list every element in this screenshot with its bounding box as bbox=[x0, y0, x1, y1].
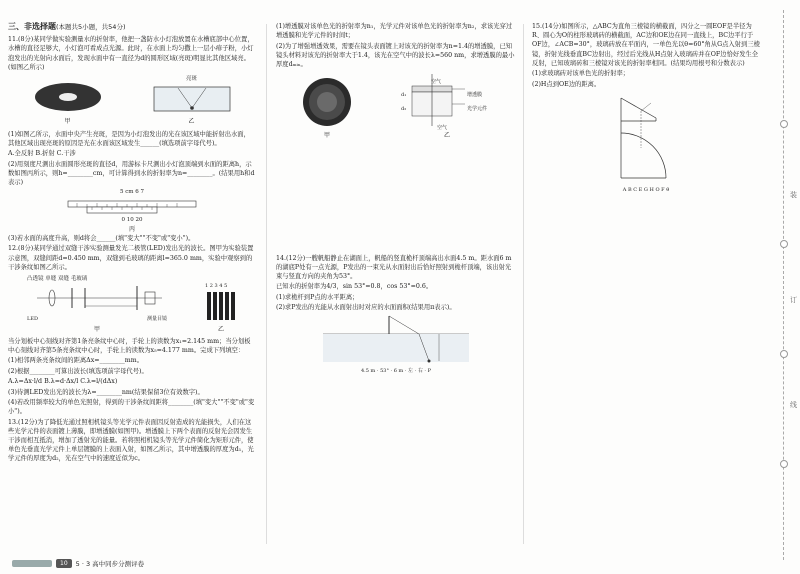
pt-C: C bbox=[633, 187, 638, 193]
section-subtitle: (本题共5小题，共54分) bbox=[56, 23, 126, 31]
q15-part2: (2)H点到OE边的距离。 bbox=[532, 80, 601, 88]
column-middle bbox=[276, 22, 516, 376]
caption-q13-a: 甲 bbox=[323, 132, 330, 140]
pt-B: B bbox=[627, 187, 632, 193]
q11-figure-a bbox=[33, 80, 103, 126]
caption-q11-b: 乙 bbox=[188, 118, 195, 126]
q15-part1: (1)求玻璃砖对该单色光的折射率； bbox=[532, 70, 630, 78]
binding-char-1: 装 bbox=[790, 191, 797, 199]
depth-label: 6 m bbox=[393, 367, 404, 374]
page-footer bbox=[12, 559, 144, 568]
q12-figure-a bbox=[27, 275, 167, 334]
page-number: 10 bbox=[56, 559, 72, 568]
fringe-numbers: 1 2 3 4 5 bbox=[205, 283, 228, 290]
footer-bar bbox=[12, 560, 52, 567]
q11-figure-b bbox=[152, 75, 232, 127]
q15-point-labels bbox=[532, 186, 760, 195]
left-label: 左 bbox=[408, 367, 414, 374]
footer-title: 5 · 3 高中同步分测评卷 bbox=[75, 560, 145, 568]
pt-A: A bbox=[622, 187, 627, 193]
film-label: 增透膜 bbox=[467, 92, 483, 99]
bright-spot-label: 亮斑 bbox=[185, 76, 197, 83]
q14-part1: (1)求桅杆到P点的水平距离； bbox=[276, 293, 359, 301]
q13-figure-b bbox=[397, 72, 497, 140]
sailboat-lake-diagram bbox=[321, 314, 471, 364]
water-tank-diagram bbox=[152, 84, 232, 114]
q12-reading: 当分划板中心刻线对齐第1条亮条纹中心时，手轮上的读数为x₁=2.145 mm；当分划板中心刻线对齐第5条亮条纹中心时，手轮上的读数为x₅=4.177 mm。完成下列填空： bbox=[8, 337, 251, 355]
element-label: 光学元件 bbox=[467, 106, 488, 113]
q14-figure bbox=[276, 314, 516, 376]
q13-part1: (1)增透膜对该单色光的折射率为n₁，光学元件对该单色光的折射率为n₂，求该光穿过增透膜和光学元件的时间t； bbox=[276, 23, 513, 40]
dark-disc-photo bbox=[33, 80, 103, 114]
q12-part4: (4)若改用频率较大的单色光照射，得到的干涉条纹间距将________(填"变大""不变"或"变小")。 bbox=[8, 398, 255, 416]
q13-figures bbox=[276, 72, 516, 140]
caption-q11-a: 甲 bbox=[64, 118, 71, 126]
caption-q11-c: 丙 bbox=[128, 225, 135, 233]
q12-stem: 12.(8分)某同学通过双缝干涉实验测量发光二极管(LED)发出光的波长。图甲为实验装置示意图，双缝间距d=0.450 mm，双缝到毛玻璃的距离l=365.0 mm，实验中观察到的干涉条纹如图乙所示。 bbox=[8, 245, 254, 271]
q11-part2: (2)用刻度尺测出水面圆形亮斑的直径d，用游标卡尺测出小灯泡顶端到水面的距离h，示数如图丙所示，则h=________cm，可计算得到水的折射率为n=________。(结果用h和d表示) bbox=[8, 160, 255, 187]
binding-hole-icon bbox=[780, 460, 788, 468]
q11-options: A.全反射 B.折射 C.干涉 bbox=[8, 150, 76, 158]
lens-photo bbox=[295, 76, 359, 128]
interference-fringes-icon bbox=[205, 291, 237, 321]
q14-given: 已知水的折射率为4/3，sin 53°=0.8，cos 53°=0.6。 bbox=[276, 283, 433, 291]
column-separator bbox=[266, 24, 267, 544]
q14-part2: (2)求P发出的光能从水面射出时对应的水面面积(结果用π表示)。 bbox=[276, 304, 456, 312]
binding-hole-icon bbox=[780, 120, 788, 128]
q11-figures bbox=[8, 75, 256, 127]
eyepiece-label: 测量目镜 bbox=[146, 316, 167, 323]
d2-label: d₂ bbox=[401, 106, 407, 113]
apparatus-side-labels bbox=[27, 315, 167, 324]
pt-F: F bbox=[661, 187, 665, 193]
q12-part1: (1)相邻两条亮条纹间的距离Δx=________mm。 bbox=[8, 357, 143, 365]
answer-space bbox=[276, 144, 516, 254]
pt-H: H bbox=[649, 187, 654, 193]
theta-label: θ bbox=[666, 187, 670, 193]
q12-figures bbox=[8, 275, 256, 334]
binding-dashed-line bbox=[783, 10, 784, 560]
binding-hole-icon bbox=[780, 240, 788, 248]
q14-stem: 14.(12分)一艘帆船静止在湖面上，帆船的竖直桅杆顶端高出水面4.5 m。距水面6 m的湖底P处有一点光源，P发出的一束光从水面射出后恰好照射到桅杆顶端，该出射光束与竖直方向的夹角为53°。 bbox=[276, 254, 512, 281]
q12-part3: (3)待测LED发出光的波长为λ=________nm(结果保留3位有效数字)。 bbox=[8, 388, 204, 396]
angle-label: 53° bbox=[380, 367, 389, 374]
apparatus-labels: 凸透镜 单缝 双缝 毛玻璃 bbox=[27, 276, 88, 283]
coating-layer-diagram bbox=[397, 72, 497, 128]
air-label-bottom: 空气 bbox=[437, 125, 448, 132]
caption-q12-b: 乙 bbox=[217, 325, 224, 333]
source-label: P bbox=[427, 367, 431, 374]
height-label: 4.5 m bbox=[361, 367, 376, 374]
right-label: 右 bbox=[417, 367, 423, 374]
section-title: 三、非选择题 bbox=[8, 22, 56, 31]
led-label: LED bbox=[27, 316, 38, 323]
double-slit-apparatus-diagram bbox=[27, 284, 167, 312]
pt-E: E bbox=[638, 187, 643, 193]
q12-options: A.λ=Δx·l/d B.λ=d·Δx/l C.λ=l/(dΔx) bbox=[8, 378, 118, 386]
prism-glass-diagram bbox=[601, 93, 691, 183]
ruler-bottom-scale: 0 10 20 bbox=[121, 216, 143, 223]
pt-G: G bbox=[643, 187, 648, 193]
ruler-top-scale: 5 cm 6 7 bbox=[119, 189, 145, 196]
column-separator-2 bbox=[523, 24, 524, 544]
q13-stem: 13.(12分)为了降低光通过照相机镜头等光学元件表面因反射造成的光能损失，人们在这些光学元件的表面镀上薄膜，即增透膜(如图甲)。增透膜上下两个表面的反射光会因发生干涉而相互抵消，增加了透射光的能量。若将照相机镜头等光学元件简化为矩形元件，使单色光垂直光学元件上单层镀膜的上表面入射，如图乙所示，其中增透膜的厚度为d₁，光学元件的厚度为d₂，光在空气中的速度近似为c。 bbox=[8, 418, 254, 463]
column-left bbox=[8, 22, 256, 465]
binding-char-3: 线 bbox=[790, 401, 797, 409]
q14-labels: 4.5 m · 53° · 6 m · 左 · 右 · P bbox=[361, 367, 431, 374]
q12-part2: (2)根据________可算出波长(填选项前字母代号)。 bbox=[8, 367, 148, 375]
binding-margin bbox=[772, 0, 800, 574]
column-right bbox=[532, 22, 760, 195]
binding-char-2: 订 bbox=[790, 296, 797, 304]
q11-stem: 11.(8分)某同学做实验测量水的折射率，他把一盏防水小灯泡放置在水槽底部中心位置，水槽的直径足够大，小灯泡可看成点光源。此时，在水面上均匀撒上一层小痱子粉，小灯泡发出的光射向水面后，发现水面中有一直径为d的圆形区域(亮斑)明显比其他区域亮。(如图乙所示) bbox=[8, 36, 254, 71]
q11-part3: (3)若水面的高度升高，则d将会______(填"变大""不变"或"变小")。 bbox=[8, 235, 195, 243]
caption-q13-b: 乙 bbox=[443, 132, 450, 140]
caption-q12-a: 甲 bbox=[93, 325, 100, 333]
q13-part2: (2)为了增强增透效果，需要在镜头表面镀上对该光的折射率为n=1.4的增透膜，已知镜头材料对该光的折射率大于1.4，该光在空气中的波长λ=560 nm，求增透膜的最小厚度dₘᵢₙ。 bbox=[276, 42, 515, 68]
air-label-top: 空气 bbox=[431, 79, 442, 86]
pt-O: O bbox=[655, 187, 660, 193]
section-header bbox=[8, 22, 256, 32]
binding-hole-icon bbox=[780, 350, 788, 358]
q15-figure bbox=[532, 93, 760, 195]
q13-figure-a bbox=[295, 76, 359, 140]
vernier-caliper-figure bbox=[8, 188, 256, 234]
q15-stem: 15.(14分)如图所示，△ABC为直角三棱镜的横截面，四分之一圆EOF是半径为R、圆心为O的柱形玻璃砖的横截面，AC边和OE边在同一直线上，BC边平行于OF边，∠ACB=30°，玻璃砖放在平面内，一单色光以θ=60°角从G点入射到三棱镜，折射光线垂直BC边射出，经过后光线从H点射入玻璃砖并在OF边恰好发生全反射，已知玻璃砖和三棱镜对该光的折射率相同。(结果均用根号和分数表示) bbox=[532, 23, 760, 67]
q12-figure-b bbox=[205, 282, 237, 334]
vernier-ruler-icon bbox=[67, 200, 197, 214]
q11-part1: (1)如图乙所示，水面中央产生亮斑，是因为小灯泡发出的光在该区域中能折射出水面，其他区域出现亮斑的原因是光在水面该区域发生______(填选项前字母代号)。 bbox=[8, 130, 250, 147]
d1-label: d₁ bbox=[401, 92, 407, 99]
